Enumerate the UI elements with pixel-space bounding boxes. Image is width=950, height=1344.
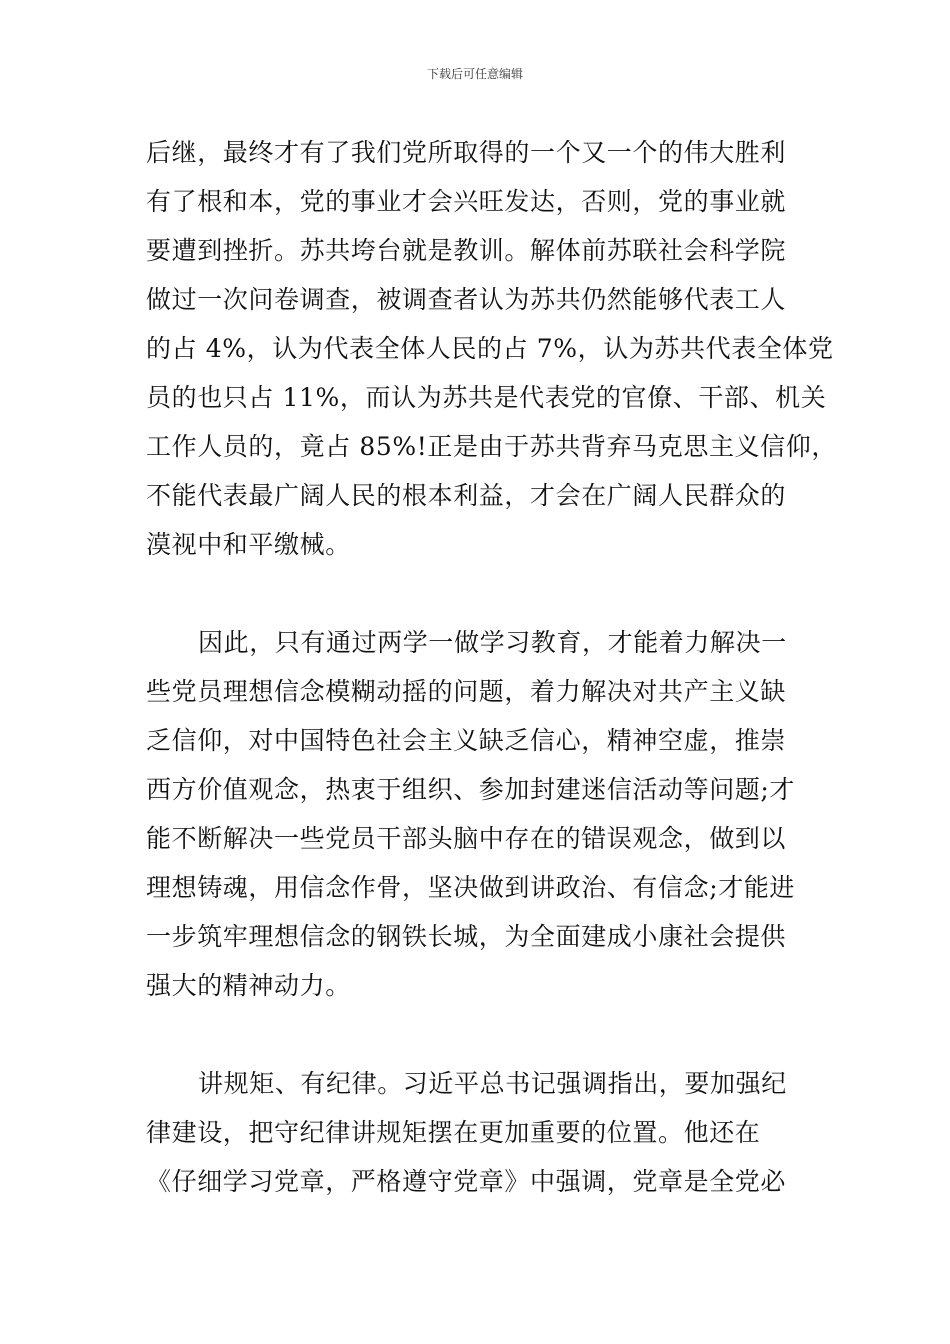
text-line: 有了根和本，党的事业才会兴旺发达，否则，党的事业就 [146, 187, 787, 216]
text-line: 漠视中和平缴械。 [146, 530, 351, 559]
paragraph-spacer [146, 569, 836, 618]
text-line: 西方价值观念，热衷于组织、参加封建迷信活动等问题;才 [146, 775, 796, 804]
text-line: 理想铸魂，用信念作骨，坚决做到讲政治、有信念;才能进 [146, 873, 796, 902]
text-line: 的占 4%，认为代表全体人民的占 7%，认为苏共代表全体党 [146, 334, 834, 363]
text-line: 律建设，把守纪律讲规矩摆在更加重要的位置。他还在 [146, 1118, 761, 1147]
text-line: 因此，只有通过两学一做学习教育，才能着力解决一 [198, 628, 787, 657]
text-line: 员的也只占 11%，而认为苏共是代表党的官僚、干部、机关 [146, 383, 827, 412]
document-body [146, 128, 836, 1206]
text-line: 《仔细学习党章，严格遵守党章》中强调，党章是全党必 [146, 1167, 787, 1196]
text-line: 做过一次问卷调查，被调查者认为苏共仍然能够代表工人 [146, 285, 787, 314]
text-line: 讲规矩、有纪律。习近平总书记强调指出，要加强纪 [198, 1069, 787, 1098]
page-header: 下载后可任意编辑 [426, 67, 523, 81]
text-line: 后继，最终才有了我们党所取得的一个又一个的伟大胜利 [146, 138, 787, 167]
text-line: 些党员理想信念模糊动摇的问题，着力解决对共产主义缺 [146, 677, 787, 706]
paragraph [146, 128, 836, 569]
text-line: 一步筑牢理想信念的钢铁长城，为全面建成小康社会提供 [146, 922, 787, 951]
paragraph-spacer [146, 1010, 836, 1059]
paragraph [146, 1059, 836, 1206]
text-line: 能不断解决一些党员干部头脑中存在的错误观念，做到以 [146, 824, 787, 853]
text-line: 乏信仰，对中国特色社会主义缺乏信心，精神空虚，推崇 [146, 726, 787, 755]
text-line: 工作人员的，竟占 85%!正是由于苏共背弃马克思主义信仰， [146, 432, 837, 461]
paragraph [146, 618, 836, 1010]
text-line: 要遭到挫折。苏共垮台就是教训。解体前苏联社会科学院 [146, 236, 787, 265]
text-line: 强大的精神动力。 [146, 971, 351, 1000]
text-line: 不能代表最广阔人民的根本利益，才会在广阔人民群众的 [146, 481, 787, 510]
